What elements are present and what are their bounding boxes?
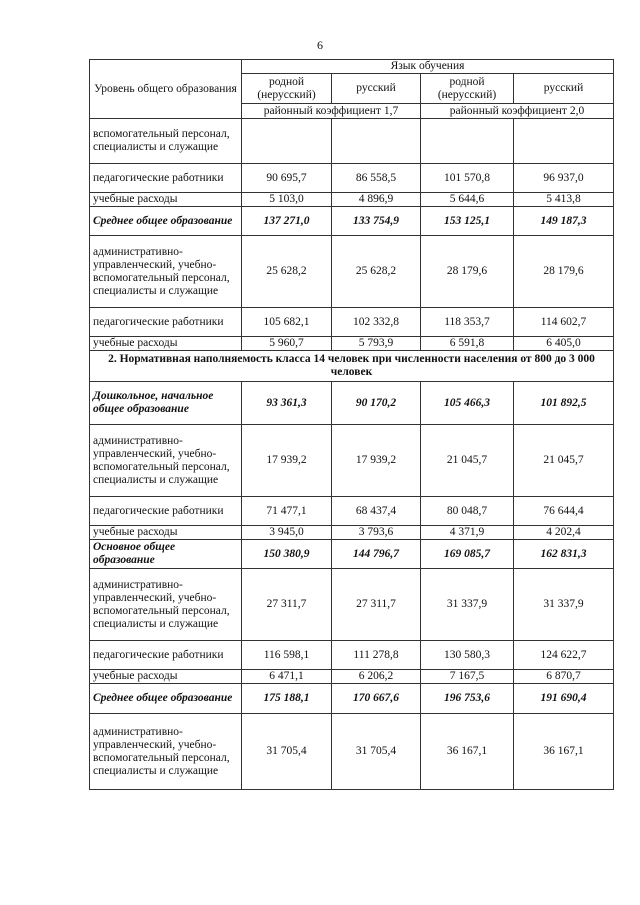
education-level-row	[90, 540, 614, 569]
value-cell: 68 437,4	[332, 497, 421, 526]
value-cell: 90 170,2	[332, 382, 421, 425]
value-cell: 3 945,0	[242, 526, 332, 540]
cost-item-label: административно-управленческий, учебно-вспомогательный персонал, специалисты и служащие	[90, 236, 242, 308]
value-cell: 153 125,1	[421, 207, 514, 236]
coefficient-1-7: районный коэффициент 1,7	[242, 104, 421, 119]
value-cell: 96 937,0	[514, 164, 614, 193]
value-cell: 5 413,8	[514, 193, 614, 207]
value-cell: 130 580,3	[421, 641, 514, 670]
cost-item-label: учебные расходы	[90, 337, 242, 351]
value-cell: 80 048,7	[421, 497, 514, 526]
value-cell: 31 337,9	[514, 569, 614, 641]
value-cell: 101 892,5	[514, 382, 614, 425]
value-cell: 5 960,7	[242, 337, 332, 351]
value-cell: 86 558,5	[332, 164, 421, 193]
subcolumn-russian-1: русский	[332, 74, 421, 104]
value-cell: 101 570,8	[421, 164, 514, 193]
coefficient-2-0: районный коэффициент 2,0	[421, 104, 614, 119]
value-cell: 5 793,9	[332, 337, 421, 351]
cost-item-label: учебные расходы	[90, 526, 242, 540]
value-cell: 105 466,3	[421, 382, 514, 425]
value-cell: 149 187,3	[514, 207, 614, 236]
value-cell: 175 188,1	[242, 684, 332, 714]
value-cell: 31 337,9	[421, 569, 514, 641]
education-level-row	[90, 684, 614, 714]
value-cell: 4 371,9	[421, 526, 514, 540]
table-body	[90, 60, 614, 790]
value-cell: 102 332,8	[332, 308, 421, 337]
header-row-language	[90, 60, 614, 74]
cost-item-row	[90, 236, 614, 308]
education-level-label: Среднее общее образование	[90, 207, 242, 236]
cost-item-row	[90, 569, 614, 641]
value-cell: 191 690,4	[514, 684, 614, 714]
education-level-row	[90, 207, 614, 236]
cost-item-row	[90, 714, 614, 790]
value-cell: 169 085,7	[421, 540, 514, 569]
value-cell: 76 644,4	[514, 497, 614, 526]
value-cell: 71 477,1	[242, 497, 332, 526]
value-cell: 6 591,8	[421, 337, 514, 351]
value-cell: 111 278,8	[332, 641, 421, 670]
section-heading-row	[90, 351, 614, 382]
value-cell: 21 045,7	[514, 425, 614, 497]
value-cell: 31 705,4	[332, 714, 421, 790]
education-level-label: Среднее общее образование	[90, 684, 242, 714]
value-cell: 133 754,9	[332, 207, 421, 236]
value-cell: 6 471,1	[242, 670, 332, 684]
value-cell: 6 405,0	[514, 337, 614, 351]
value-cell: 116 598,1	[242, 641, 332, 670]
education-level-row	[90, 382, 614, 425]
cost-item-row	[90, 119, 614, 164]
cost-item-row	[90, 164, 614, 193]
language-column-header: Язык обучения	[242, 60, 614, 74]
value-cell: 27 311,7	[332, 569, 421, 641]
value-cell	[514, 119, 614, 164]
value-cell: 3 793,6	[332, 526, 421, 540]
value-cell: 124 622,7	[514, 641, 614, 670]
value-cell	[421, 119, 514, 164]
value-cell	[332, 119, 421, 164]
cost-item-label: административно-управленческий, учебно-вспомогательный персонал, специалисты и служащие	[90, 425, 242, 497]
cost-item-label: педагогические работники	[90, 497, 242, 526]
value-cell: 4 896,9	[332, 193, 421, 207]
value-cell: 4 202,4	[514, 526, 614, 540]
education-level-label: Основное общее образование	[90, 540, 242, 569]
value-cell: 36 167,1	[514, 714, 614, 790]
section-heading: 2. Нормативная наполняемость класса 14 человек при численности населения от 800 до 3 000 человек	[90, 351, 614, 382]
value-cell: 28 179,6	[514, 236, 614, 308]
cost-item-row	[90, 670, 614, 684]
level-column-header: Уровень общего образования	[90, 60, 242, 119]
value-cell: 162 831,3	[514, 540, 614, 569]
cost-item-row	[90, 497, 614, 526]
cost-item-row	[90, 308, 614, 337]
cost-item-row	[90, 193, 614, 207]
value-cell: 5 103,0	[242, 193, 332, 207]
value-cell: 90 695,7	[242, 164, 332, 193]
cost-item-label: педагогические работники	[90, 308, 242, 337]
subcolumn-russian-2: русский	[514, 74, 614, 104]
value-cell: 7 167,5	[421, 670, 514, 684]
subcolumn-native-1: родной (нерусский)	[242, 74, 332, 104]
value-cell: 17 939,2	[332, 425, 421, 497]
cost-item-row	[90, 526, 614, 540]
cost-item-label: педагогические работники	[90, 641, 242, 670]
value-cell: 17 939,2	[242, 425, 332, 497]
value-cell	[242, 119, 332, 164]
cost-item-row	[90, 337, 614, 351]
value-cell: 21 045,7	[421, 425, 514, 497]
value-cell: 105 682,1	[242, 308, 332, 337]
value-cell: 118 353,7	[421, 308, 514, 337]
value-cell: 25 628,2	[242, 236, 332, 308]
value-cell: 144 796,7	[332, 540, 421, 569]
cost-item-row	[90, 641, 614, 670]
page-number: 6	[317, 38, 323, 52]
value-cell: 196 753,6	[421, 684, 514, 714]
cost-item-label: административно-управленческий, учебно-вспомогательный персонал, специалисты и служащие	[90, 714, 242, 790]
cost-item-label: административно-управленческий, учебно-вспомогательный персонал, специалисты и служащие	[90, 569, 242, 641]
education-level-label: Дошкольное, начальное общее образование	[90, 382, 242, 425]
value-cell: 31 705,4	[242, 714, 332, 790]
value-cell: 150 380,9	[242, 540, 332, 569]
value-cell: 6 206,2	[332, 670, 421, 684]
cost-item-row	[90, 425, 614, 497]
value-cell: 170 667,6	[332, 684, 421, 714]
value-cell: 27 311,7	[242, 569, 332, 641]
value-cell: 114 602,7	[514, 308, 614, 337]
cost-item-label: учебные расходы	[90, 193, 242, 207]
value-cell: 25 628,2	[332, 236, 421, 308]
cost-item-label: педагогические работники	[90, 164, 242, 193]
subcolumn-native-2: родной (нерусский)	[421, 74, 514, 104]
value-cell: 28 179,6	[421, 236, 514, 308]
value-cell: 36 167,1	[421, 714, 514, 790]
cost-item-label: вспомогательный персонал, специалисты и служащие	[90, 119, 242, 164]
value-cell: 5 644,6	[421, 193, 514, 207]
value-cell: 6 870,7	[514, 670, 614, 684]
cost-item-label: учебные расходы	[90, 670, 242, 684]
value-cell: 137 271,0	[242, 207, 332, 236]
value-cell: 93 361,3	[242, 382, 332, 425]
normative-cost-table	[89, 59, 614, 790]
